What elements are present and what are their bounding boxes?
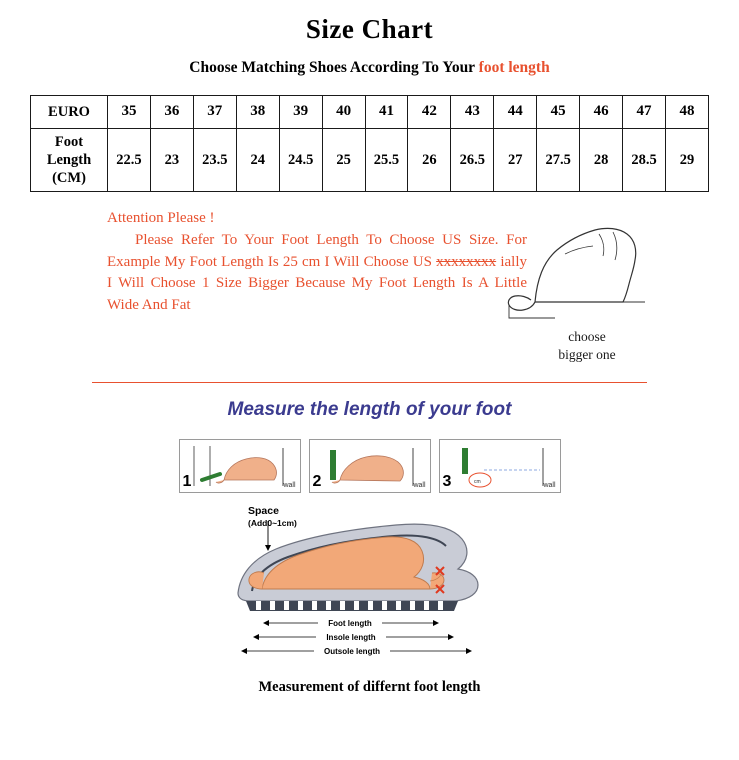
euro-cell: 46 — [580, 96, 623, 129]
foot-length-cell: 26.5 — [451, 129, 494, 192]
euro-cell: 41 — [365, 96, 408, 129]
foot-length-cell: 23.5 — [193, 129, 236, 192]
foot-length-cell: 28 — [580, 129, 623, 192]
foot-length-cell: 27 — [494, 129, 537, 192]
attention-section — [0, 208, 739, 378]
euro-cell: 44 — [494, 96, 537, 129]
foot-measurement-diagram — [0, 501, 739, 661]
svg-text:Outsole length: Outsole length — [324, 647, 380, 656]
page-subtitle — [0, 59, 739, 77]
foot-length-cell: 29 — [665, 129, 708, 192]
step-number-1: 1 — [182, 473, 192, 490]
euro-cell: 45 — [537, 96, 580, 129]
euro-cell: 40 — [322, 96, 365, 129]
step-panel-1 — [179, 439, 301, 493]
table-row-foot-length — [31, 129, 709, 192]
foot-label-line1: Foot — [54, 133, 84, 150]
step-number-2: 2 — [312, 473, 322, 490]
size-table-wrapper — [30, 95, 709, 192]
subtitle-highlight: foot length — [478, 59, 550, 76]
row-header-foot-length — [31, 129, 108, 192]
step-2-wall-label: wall — [413, 482, 426, 489]
foot-length-cell: 24 — [236, 129, 279, 192]
section-divider — [92, 382, 647, 383]
attention-struck-text: xxxxxxxx — [436, 253, 497, 270]
step-3-wall-label: wall — [543, 482, 556, 489]
attention-body — [107, 230, 527, 317]
step-3-illustration — [440, 440, 560, 492]
foot-length-cell: 24.5 — [279, 129, 322, 192]
euro-cell: 47 — [623, 96, 666, 129]
svg-text:Insole length: Insole length — [326, 633, 376, 642]
foot-length-cell: 25 — [322, 129, 365, 192]
euro-cell: 37 — [193, 96, 236, 129]
space-label — [248, 505, 297, 528]
page-title: Size Chart — [305, 14, 434, 44]
foot-outline-illustration — [495, 210, 675, 330]
foot-length-cell: 28.5 — [623, 129, 666, 192]
measure-heading: Measure the length of your foot — [227, 399, 512, 420]
euro-cell: 36 — [150, 96, 193, 129]
choose-bigger-line1: choose — [568, 329, 606, 344]
attention-heading: Attention Please ! — [107, 210, 215, 226]
space-label-sub: (Add0~1cm) — [248, 517, 297, 528]
svg-text:cm: cm — [473, 479, 481, 485]
table-row-euro — [31, 96, 709, 129]
step-1-illustration — [180, 440, 300, 492]
step-panel-3 — [439, 439, 561, 493]
choose-bigger-line2: bigger one — [558, 347, 616, 363]
euro-cell: 39 — [279, 96, 322, 129]
attention-body-part2: ially I Will Choose 1 Size Bigger Because My Foot Length Is A Little Wide And Fat — [107, 253, 527, 313]
svg-text:Foot length: Foot length — [328, 619, 372, 628]
size-table — [30, 95, 709, 192]
step-2-illustration — [310, 440, 430, 492]
foot-length-cell: 22.5 — [108, 129, 151, 192]
euro-cell: 42 — [408, 96, 451, 129]
measure-steps — [0, 439, 739, 493]
foot-length-cell: 25.5 — [365, 129, 408, 192]
attention-text — [107, 208, 527, 317]
step-panel-2 — [309, 439, 431, 493]
step-1-wall-label: wall — [283, 482, 296, 489]
foot-length-cell: 23 — [150, 129, 193, 192]
euro-cell: 48 — [665, 96, 708, 129]
foot-length-cell: 26 — [408, 129, 451, 192]
diagram-caption: Measurement of differnt foot length — [258, 679, 481, 695]
euro-cell: 35 — [108, 96, 151, 129]
foot-shoe-cross-section — [0, 501, 739, 661]
space-label-main: Space — [248, 505, 279, 517]
choose-bigger-note — [527, 328, 647, 364]
foot-label-line3: (CM) — [52, 170, 86, 187]
step-number-3: 3 — [442, 473, 452, 490]
foot-label-line2: Length — [46, 151, 92, 168]
row-header-euro: EURO — [31, 96, 108, 129]
euro-cell: 38 — [236, 96, 279, 129]
attention-body-part1: Please Refer To Your Foot Length To Choose US Size. For Example My Foot Length Is 25 cm I Will Choose US — [107, 231, 527, 270]
foot-length-cell: 27.5 — [537, 129, 580, 192]
subtitle-prefix: Choose Matching Shoes According To Your — [189, 59, 479, 76]
size-chart-page — [0, 14, 739, 760]
euro-cell: 43 — [451, 96, 494, 129]
